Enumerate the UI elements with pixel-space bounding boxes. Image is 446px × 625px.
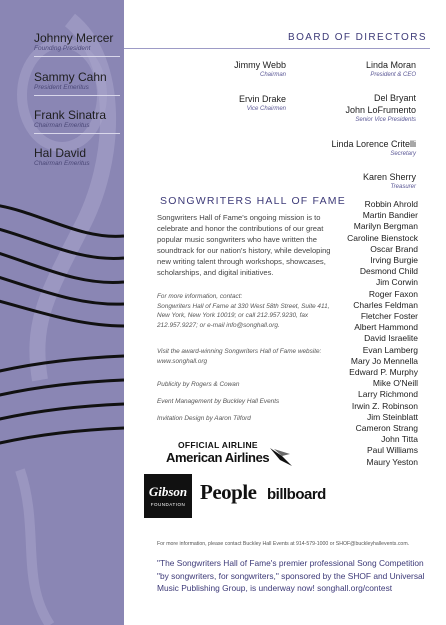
- board-member: Albert Hammond: [354, 322, 418, 333]
- officer-title: Secretary: [390, 151, 416, 157]
- board-member: Caroline Bienstock: [347, 232, 418, 243]
- board-heading: BOARD OF DIRECTORS: [288, 32, 427, 43]
- billboard-logo: billboard: [267, 486, 326, 503]
- officer-title: Treasurer: [390, 184, 416, 190]
- shof-title: SONGWRITERS HALL OF FAME: [160, 195, 346, 207]
- event-credit: Event Management by Buckley Hall Events: [157, 398, 280, 405]
- board-member: Charles Feldman: [353, 299, 418, 310]
- board-member: Irwin Z. Robinson: [351, 400, 418, 411]
- board-member: Evan Lamberg: [362, 344, 418, 355]
- board-member: Irving Burgie: [370, 255, 418, 266]
- board-member: Fletcher Foster: [360, 311, 418, 322]
- founder-title: Founding President: [34, 45, 91, 52]
- founder-johnny-mercer: [34, 31, 120, 57]
- contact-info: For more information, contact: Songwriters Hall of Fame at 330 West 58th Street, Suite 411, New York, New York 10019; or call 212.957.9230, fax 212.957.9227; or e-mail info@songhall.org.: [157, 293, 330, 329]
- founder-title: President Emeritus: [34, 84, 89, 91]
- website-info: Visit the award-winning Songwriters Hall of Fame website: www.songhall.org: [157, 348, 322, 365]
- founder-hal-david: [34, 146, 120, 168]
- founder-sammy-cahn: [34, 70, 120, 96]
- founder-name: Hal David: [34, 146, 87, 160]
- contact-note: For more information, please contact Buckley Hall Events at 914-579-1000 or SHOF@buckleyhallevents.com.: [157, 541, 410, 547]
- founder-name: Frank Sinatra: [34, 108, 107, 122]
- gibson-wordmark: Gibson: [148, 484, 188, 499]
- officer-name: Jimmy Webb: [234, 60, 286, 70]
- founder-name: Johnny Mercer: [34, 31, 114, 45]
- eagle-logo-icon: [268, 446, 294, 468]
- mission-statement: Songwriters Hall of Fame's ongoing mission is to celebrate and honor the contributions of our great popular music songwriters who have written the soundtrack for our nation's history, while developing new writing talent through workshops, showcases, scholarships, and digital initiatives.: [157, 213, 331, 277]
- officer-title: Vice Chairmen: [246, 106, 286, 112]
- board-member: Cameron Strang: [355, 423, 418, 434]
- officer-title: Chairman: [259, 72, 286, 78]
- board-member: Desmond Child: [359, 266, 418, 277]
- board-member: Jim Steinblatt: [366, 411, 418, 422]
- officer-name: Linda Moran: [365, 60, 416, 70]
- officer-treasurer: [363, 171, 416, 191]
- officer-president: [366, 59, 416, 79]
- officer-title: Senior Vice Presidents: [355, 117, 416, 123]
- board-member: Mary Jo Mennella: [350, 355, 418, 366]
- heading-divider: [124, 48, 430, 49]
- officer-name: Del Bryant John LoFrumento: [345, 93, 416, 115]
- officer-secretary: [331, 138, 416, 158]
- publicity-credit: Publicity by Rogers & Cowan: [157, 381, 240, 388]
- gibson-subtitle: FOUNDATION: [150, 502, 186, 507]
- invitation-credit: Invitation Design by Aaron Tilford: [157, 415, 251, 422]
- board-member: Marilyn Bergman: [353, 221, 418, 232]
- founder-name: Sammy Cahn: [34, 70, 107, 84]
- board-member: Oscar Brand: [370, 243, 418, 254]
- officer-senior-vps: [345, 92, 416, 124]
- divider: [34, 95, 120, 96]
- song-competition-note: "The Songwriters Hall of Fame's premier professional Song Competition "by songwriters, for songwriters," sponsored by the SHOF and Universal Music Publishing Group, is underway now! songhall.org/contest: [157, 558, 425, 593]
- board-members-list: [347, 199, 418, 468]
- gibson-foundation-logo: [144, 474, 192, 518]
- people-logo: People: [200, 480, 257, 504]
- board-member: Mike O'Neill: [372, 378, 418, 389]
- officer-title: President & CEO: [370, 72, 416, 78]
- board-member: Jim Corwin: [375, 277, 418, 288]
- board-member: Edward P. Murphy: [349, 367, 418, 378]
- divider: [34, 133, 120, 134]
- board-member: Robbin Ahrold: [364, 199, 418, 209]
- board-member: Larry Richmond: [358, 389, 418, 400]
- divider: [34, 56, 120, 57]
- founder-title: Chairman Emeritus: [34, 122, 90, 129]
- board-member: David Israelite: [364, 333, 418, 344]
- official-airline-label: OFFICIAL AIRLINE: [178, 440, 258, 450]
- officer-vice-chairmen: [239, 93, 286, 113]
- founder-title: Chairman Emeritus: [34, 160, 90, 167]
- founder-frank-sinatra: [34, 108, 120, 134]
- left-panel: [0, 0, 124, 625]
- officer-name: Ervin Drake: [238, 94, 286, 104]
- board-member: Paul Williams: [366, 445, 418, 456]
- officer-name: Linda Lorence Critelli: [331, 139, 416, 149]
- officer-name: Karen Sherry: [362, 172, 416, 182]
- board-member: Maury Yeston: [366, 456, 418, 467]
- officer-chairman: [234, 59, 286, 79]
- board-member: John Titta: [381, 434, 418, 445]
- board-member: Roger Faxon: [368, 288, 418, 299]
- american-airlines-logo: American Airlines: [166, 450, 270, 465]
- board-member: Martin Bandier: [362, 210, 418, 221]
